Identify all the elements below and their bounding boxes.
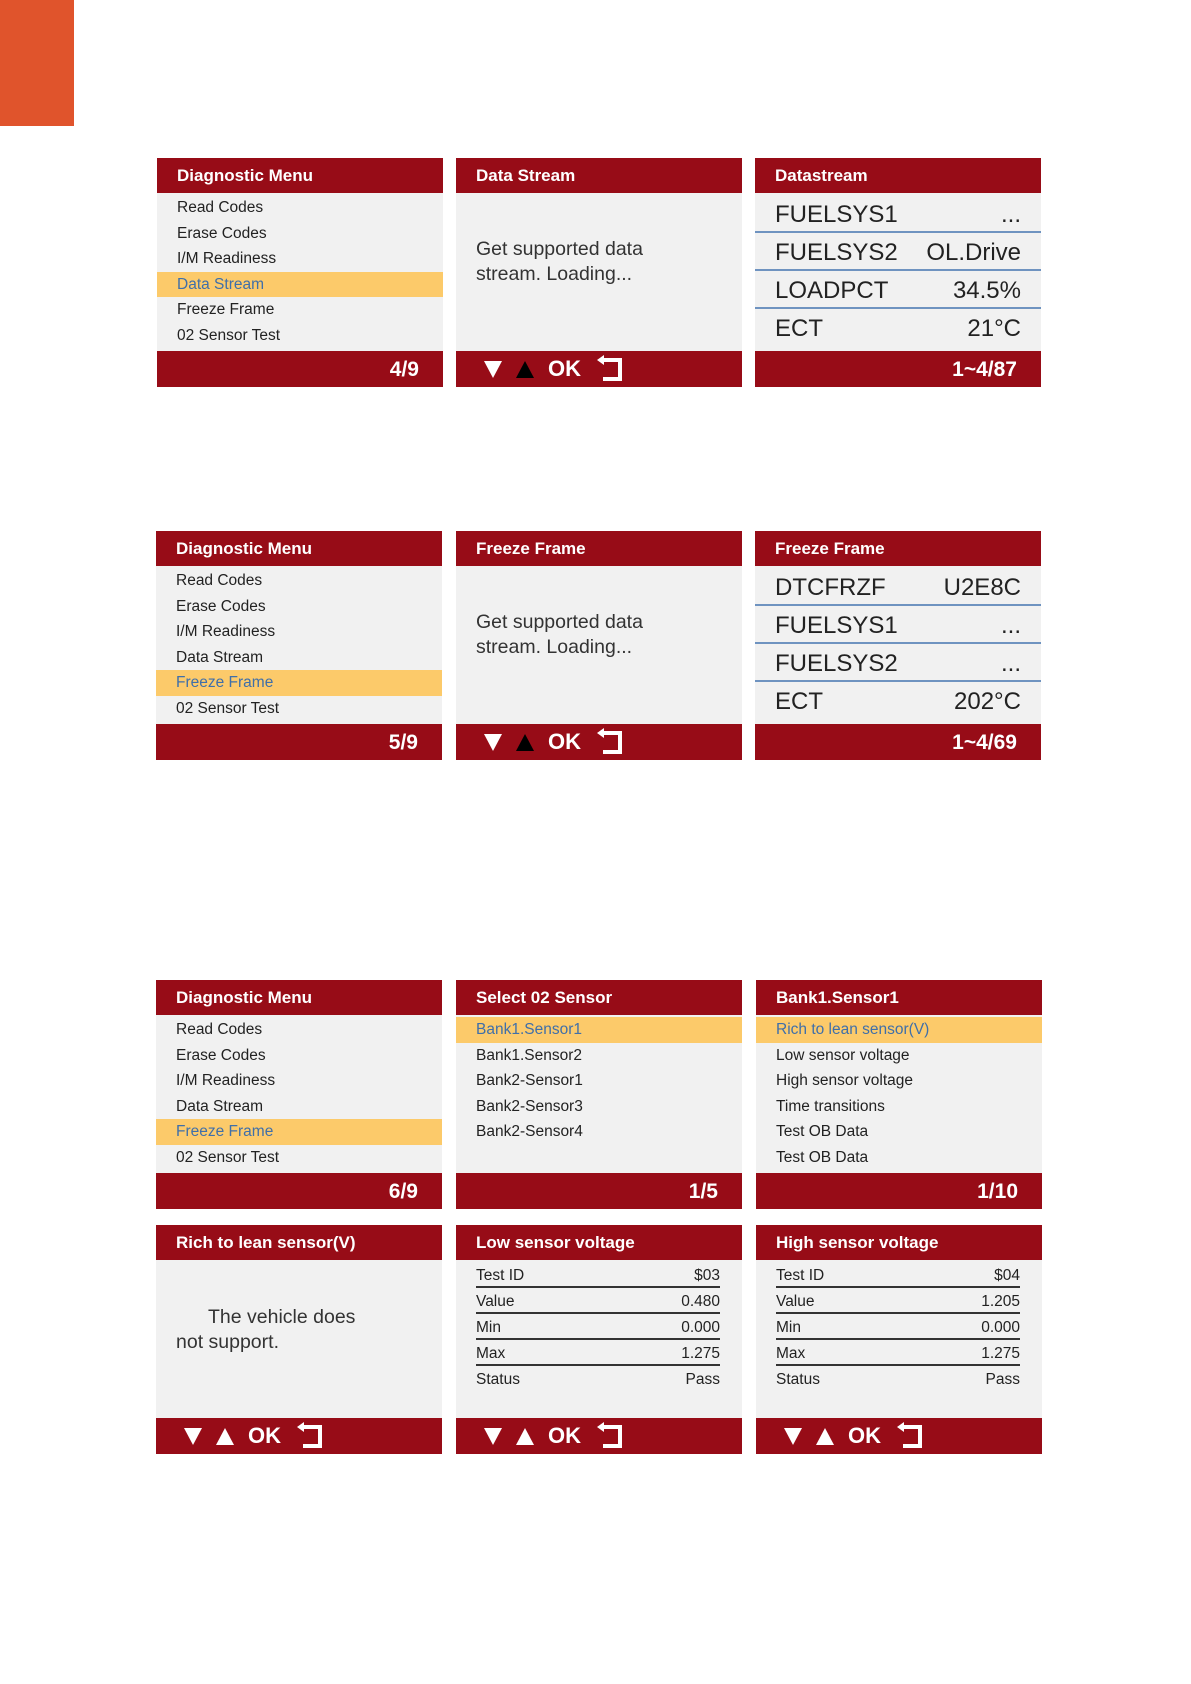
menu-item-im-readiness[interactable]: I/M Readiness <box>176 623 276 640</box>
back-icon[interactable] <box>603 358 622 381</box>
screen-footer <box>456 351 742 387</box>
page-indicator: 6/9 <box>388 1180 418 1203</box>
menu-item-o2-sensor-test[interactable]: 02 Sensor Test <box>176 699 280 717</box>
result-row: Min 0.000 <box>776 1314 1020 1340</box>
up-arrow-icon[interactable] <box>516 1428 534 1445</box>
rich-to-lean-screen <box>156 1225 442 1454</box>
result-row: Max 1.275 <box>476 1340 720 1366</box>
up-arrow-icon[interactable] <box>216 1428 234 1445</box>
menu-item-o2-sensor-test[interactable]: 02 Sensor Test <box>177 326 281 344</box>
not-supported-message: The vehicle does not support. <box>176 1306 356 1353</box>
result-row: Status Pass <box>776 1371 1020 1388</box>
data-row: ECT 21°C <box>775 315 1021 342</box>
screen-footer <box>456 1418 742 1454</box>
menu-item-read-codes[interactable]: Read Codes <box>176 572 263 589</box>
screen-title: Freeze Frame <box>755 531 1041 566</box>
screen-title: Data Stream <box>456 158 742 193</box>
sensor-item-bank2-sensor4[interactable]: Bank2-Sensor4 <box>476 1123 583 1140</box>
diagnostic-menu-screen-2 <box>156 531 442 760</box>
result-row: Min 0.000 <box>476 1314 720 1340</box>
screen-footer <box>456 1173 742 1209</box>
up-arrow-icon[interactable] <box>516 361 534 378</box>
sensor-item-bank1-sensor2[interactable]: Bank1.Sensor2 <box>476 1046 582 1064</box>
back-icon[interactable] <box>603 731 622 754</box>
up-arrow-icon[interactable] <box>816 1428 834 1445</box>
menu-item-data-stream[interactable]: Data Stream <box>176 648 264 666</box>
screen-title: High sensor voltage <box>756 1225 1042 1260</box>
result-row: Test ID $04 <box>776 1262 1020 1288</box>
result-row: Max 1.275 <box>776 1340 1020 1366</box>
screen-footer <box>456 724 742 760</box>
down-arrow-icon[interactable] <box>484 734 502 751</box>
ok-button[interactable]: OK <box>548 729 581 754</box>
ok-button[interactable]: OK <box>548 1423 581 1448</box>
menu-item-data-stream[interactable]: Data Stream <box>157 272 443 298</box>
result-row: Test ID $03 <box>476 1262 720 1288</box>
menu-item-read-codes[interactable]: Read Codes <box>176 1021 263 1038</box>
menu-item-freeze-frame[interactable]: Freeze Frame <box>177 301 275 318</box>
screen-title: Datastream <box>755 158 1041 193</box>
back-icon[interactable] <box>303 1425 322 1448</box>
down-arrow-icon[interactable] <box>784 1428 802 1445</box>
data-row: ECT 202°C <box>775 688 1021 715</box>
sensor-item-bank2-sensor1[interactable]: Bank2-Sensor1 <box>476 1072 583 1089</box>
screen-footer <box>156 1173 442 1209</box>
test-item-time-transitions[interactable]: Time transitions <box>776 1097 885 1115</box>
ok-button[interactable]: OK <box>848 1423 881 1448</box>
result-row: Value 0.480 <box>476 1288 720 1314</box>
menu-item-o2-sensor-test[interactable]: 02 Sensor Test <box>176 1148 280 1166</box>
test-item-low-sensor-voltage[interactable]: Low sensor voltage <box>776 1046 910 1064</box>
page-indicator: 1/5 <box>688 1180 718 1203</box>
screen-title: Diagnostic Menu <box>156 531 442 566</box>
result-row: Value 1.205 <box>776 1288 1020 1314</box>
screen-title: Freeze Frame <box>456 531 742 566</box>
data-row: FUELSYS2 ... <box>755 644 1041 682</box>
screen-footer <box>755 351 1041 387</box>
screen-footer <box>157 351 443 387</box>
test-item-rich-to-lean[interactable]: Rich to lean sensor(V) <box>756 1017 1042 1043</box>
screen-footer <box>756 1418 1042 1454</box>
freeze-frame-data-screen <box>755 531 1041 760</box>
bank1-sensor1-screen <box>756 980 1042 1209</box>
loading-message: Get supported data stream. Loading... <box>476 611 643 658</box>
screen-title: Rich to lean sensor(V) <box>156 1225 442 1260</box>
menu-item-erase-codes[interactable]: Erase Codes <box>176 1046 266 1064</box>
menu-item-erase-codes[interactable]: Erase Codes <box>176 597 266 615</box>
screen-title: Low sensor voltage <box>456 1225 742 1260</box>
screen-title: Select 02 Sensor <box>456 980 742 1015</box>
page-indicator: 1~4/69 <box>952 731 1017 754</box>
down-arrow-icon[interactable] <box>184 1428 202 1445</box>
menu-item-read-codes[interactable]: Read Codes <box>177 199 264 216</box>
diagnostic-menu-screen-1 <box>157 158 443 387</box>
data-row: FUELSYS1 ... <box>755 606 1041 644</box>
diagnostic-menu-screen-3 <box>156 980 442 1209</box>
page-indicator: 4/9 <box>389 358 419 381</box>
sensor-item-bank1-sensor1[interactable]: Bank1.Sensor1 <box>456 1017 742 1043</box>
screen-title: Diagnostic Menu <box>156 980 442 1015</box>
high-sensor-voltage-screen <box>756 1225 1042 1454</box>
data-stream-loading-screen <box>456 158 742 387</box>
page-indicator: 1/10 <box>977 1180 1018 1203</box>
test-item-high-sensor-voltage[interactable]: High sensor voltage <box>776 1072 913 1089</box>
corner-accent <box>0 0 74 126</box>
back-icon[interactable] <box>603 1425 622 1448</box>
up-arrow-icon[interactable] <box>516 734 534 751</box>
down-arrow-icon[interactable] <box>484 361 502 378</box>
screen-footer <box>156 1418 442 1454</box>
screen-title: Diagnostic Menu <box>157 158 443 193</box>
screen-footer <box>756 1173 1042 1209</box>
select-o2-sensor-screen <box>456 980 742 1209</box>
ok-button[interactable]: OK <box>548 356 581 381</box>
ok-button[interactable]: OK <box>248 1423 281 1448</box>
menu-item-data-stream[interactable]: Data Stream <box>176 1097 264 1115</box>
screen-title: Bank1.Sensor1 <box>756 980 1042 1015</box>
sensor-item-bank2-sensor3[interactable]: Bank2-Sensor3 <box>476 1097 583 1115</box>
data-row: FUELSYS1 ... <box>755 195 1041 233</box>
test-item-test-ob-data[interactable]: Test OB Data <box>776 1148 869 1166</box>
down-arrow-icon[interactable] <box>484 1428 502 1445</box>
screen-footer <box>755 724 1041 760</box>
page-indicator: 5/9 <box>388 731 418 754</box>
datastream-screen <box>755 158 1041 387</box>
test-item-test-ob-data[interactable]: Test OB Data <box>776 1123 869 1140</box>
low-sensor-voltage-screen <box>456 1225 742 1454</box>
menu-item-freeze-frame[interactable]: Freeze Frame <box>156 670 442 696</box>
menu-item-freeze-frame[interactable]: Freeze Frame <box>156 1119 442 1145</box>
menu-item-erase-codes[interactable]: Erase Codes <box>177 224 267 242</box>
back-icon[interactable] <box>903 1425 922 1448</box>
loading-message: Get supported data stream. Loading... <box>476 238 643 285</box>
data-row: DTCFRZF U2E8C <box>755 568 1041 606</box>
freeze-frame-loading-screen <box>456 531 742 760</box>
result-row: Status Pass <box>476 1371 720 1388</box>
menu-item-im-readiness[interactable]: I/M Readiness <box>177 250 277 267</box>
page-indicator: 1~4/87 <box>952 358 1017 381</box>
screen-footer <box>156 724 442 760</box>
data-row: FUELSYS2 OL.Drive <box>755 233 1041 271</box>
menu-item-im-readiness[interactable]: I/M Readiness <box>176 1072 276 1089</box>
data-row: LOADPCT 34.5% <box>755 271 1041 309</box>
